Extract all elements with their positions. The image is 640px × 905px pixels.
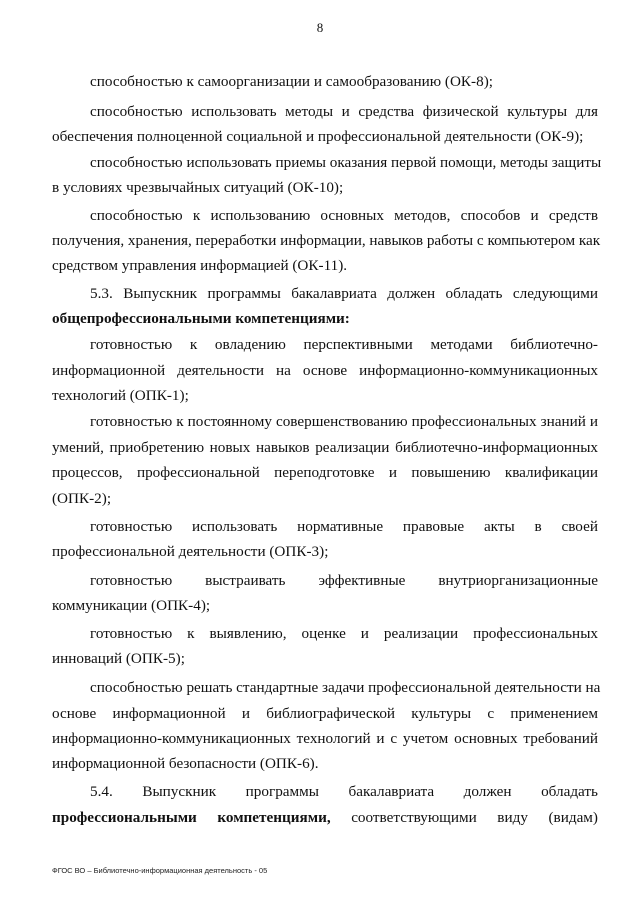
text-line: профессиональной деятельности (ОПК-3);	[52, 543, 329, 560]
text-line: готовностью к постоянному совершенствованию профессиональных знаний и	[90, 413, 598, 430]
text-line: основе информационной и библиографической культуры с применением	[52, 705, 598, 722]
text-line: готовностью к выявлению, оценке и реализации профессиональных	[90, 625, 598, 642]
word: Выпускник	[142, 783, 217, 800]
word: своей	[561, 518, 598, 535]
text-line: готовностью к овладению перспективными методами библиотечно-	[90, 336, 598, 353]
word: обладать	[541, 783, 598, 800]
word: акты	[483, 518, 515, 535]
text-line: информационно-коммуникационных технологий и с учетом основных требований	[52, 730, 598, 747]
text-line: коммуникации (ОПК-4);	[52, 597, 211, 614]
word: программы	[245, 783, 319, 800]
text-line: способностью к использованию основных методов, способов и средств	[90, 207, 598, 224]
word: 5.4.	[90, 783, 113, 800]
text-line: (ОПК-2);	[52, 490, 112, 507]
word: (видам)	[548, 809, 598, 826]
word: должен	[463, 783, 512, 800]
text-line	[90, 517, 598, 537]
text-line: способностью решать стандартные задачи профессиональной деятельности на	[90, 679, 601, 696]
text-line: умений, приобретению новых навыков реализации библиотечно-информационных	[52, 439, 598, 456]
word: эффективные	[318, 572, 406, 589]
text-line: процессов, профессиональной переподготовке и повышению квалификации	[52, 464, 598, 481]
text-line: средством управления информацией (ОК-11).	[52, 257, 348, 274]
word: готовностью	[90, 572, 173, 589]
text-line: в условиях чрезвычайных ситуаций (ОК-10);	[52, 179, 344, 196]
word: соответствующими	[351, 809, 477, 826]
bold-word: компетенциями,	[217, 809, 331, 826]
text-line: обеспечения полноценной социальной и профессиональной деятельности (ОК-9);	[52, 128, 584, 145]
text-line: технологий (ОПК-1);	[52, 387, 189, 404]
word: внутриорганизационные	[438, 572, 598, 589]
page-number: 8	[316, 20, 324, 35]
word: готовностью	[90, 518, 173, 535]
text-line: 5.3. Выпускник программы бакалавриата должен обладать следующими	[90, 285, 598, 302]
text-line	[90, 782, 598, 802]
text-line: способностью использовать приемы оказания первой помощи, методы защиты	[90, 154, 602, 171]
word: правовые	[402, 518, 465, 535]
word: виду	[497, 809, 528, 826]
text-line	[90, 571, 598, 591]
text-line	[52, 808, 598, 828]
section-heading: общепрофессиональными компетенциями:	[52, 310, 350, 327]
word: использовать	[192, 518, 278, 535]
text-line: способностью использовать методы и средства физической культуры для	[90, 103, 598, 120]
text-line: информационной безопасности (ОПК-6).	[52, 755, 319, 772]
page-footer: ФГОС ВО – Библиотечно-информационная деятельность - 05	[52, 866, 268, 875]
text-line: информационной деятельности на основе информационно-коммуникационных	[52, 362, 598, 379]
word: в	[534, 518, 542, 535]
word: бакалавриата	[348, 783, 435, 800]
bold-word: профессиональными	[52, 809, 197, 826]
text-line: способностью к самоорганизации и самообразованию (ОК-8);	[90, 73, 493, 90]
text-line: инноваций (ОПК-5);	[52, 650, 185, 667]
text-line: получения, хранения, переработки информации, навыков работы с компьютером как	[52, 232, 601, 249]
word: выстраивать	[205, 572, 286, 589]
word: нормативные	[297, 518, 384, 535]
